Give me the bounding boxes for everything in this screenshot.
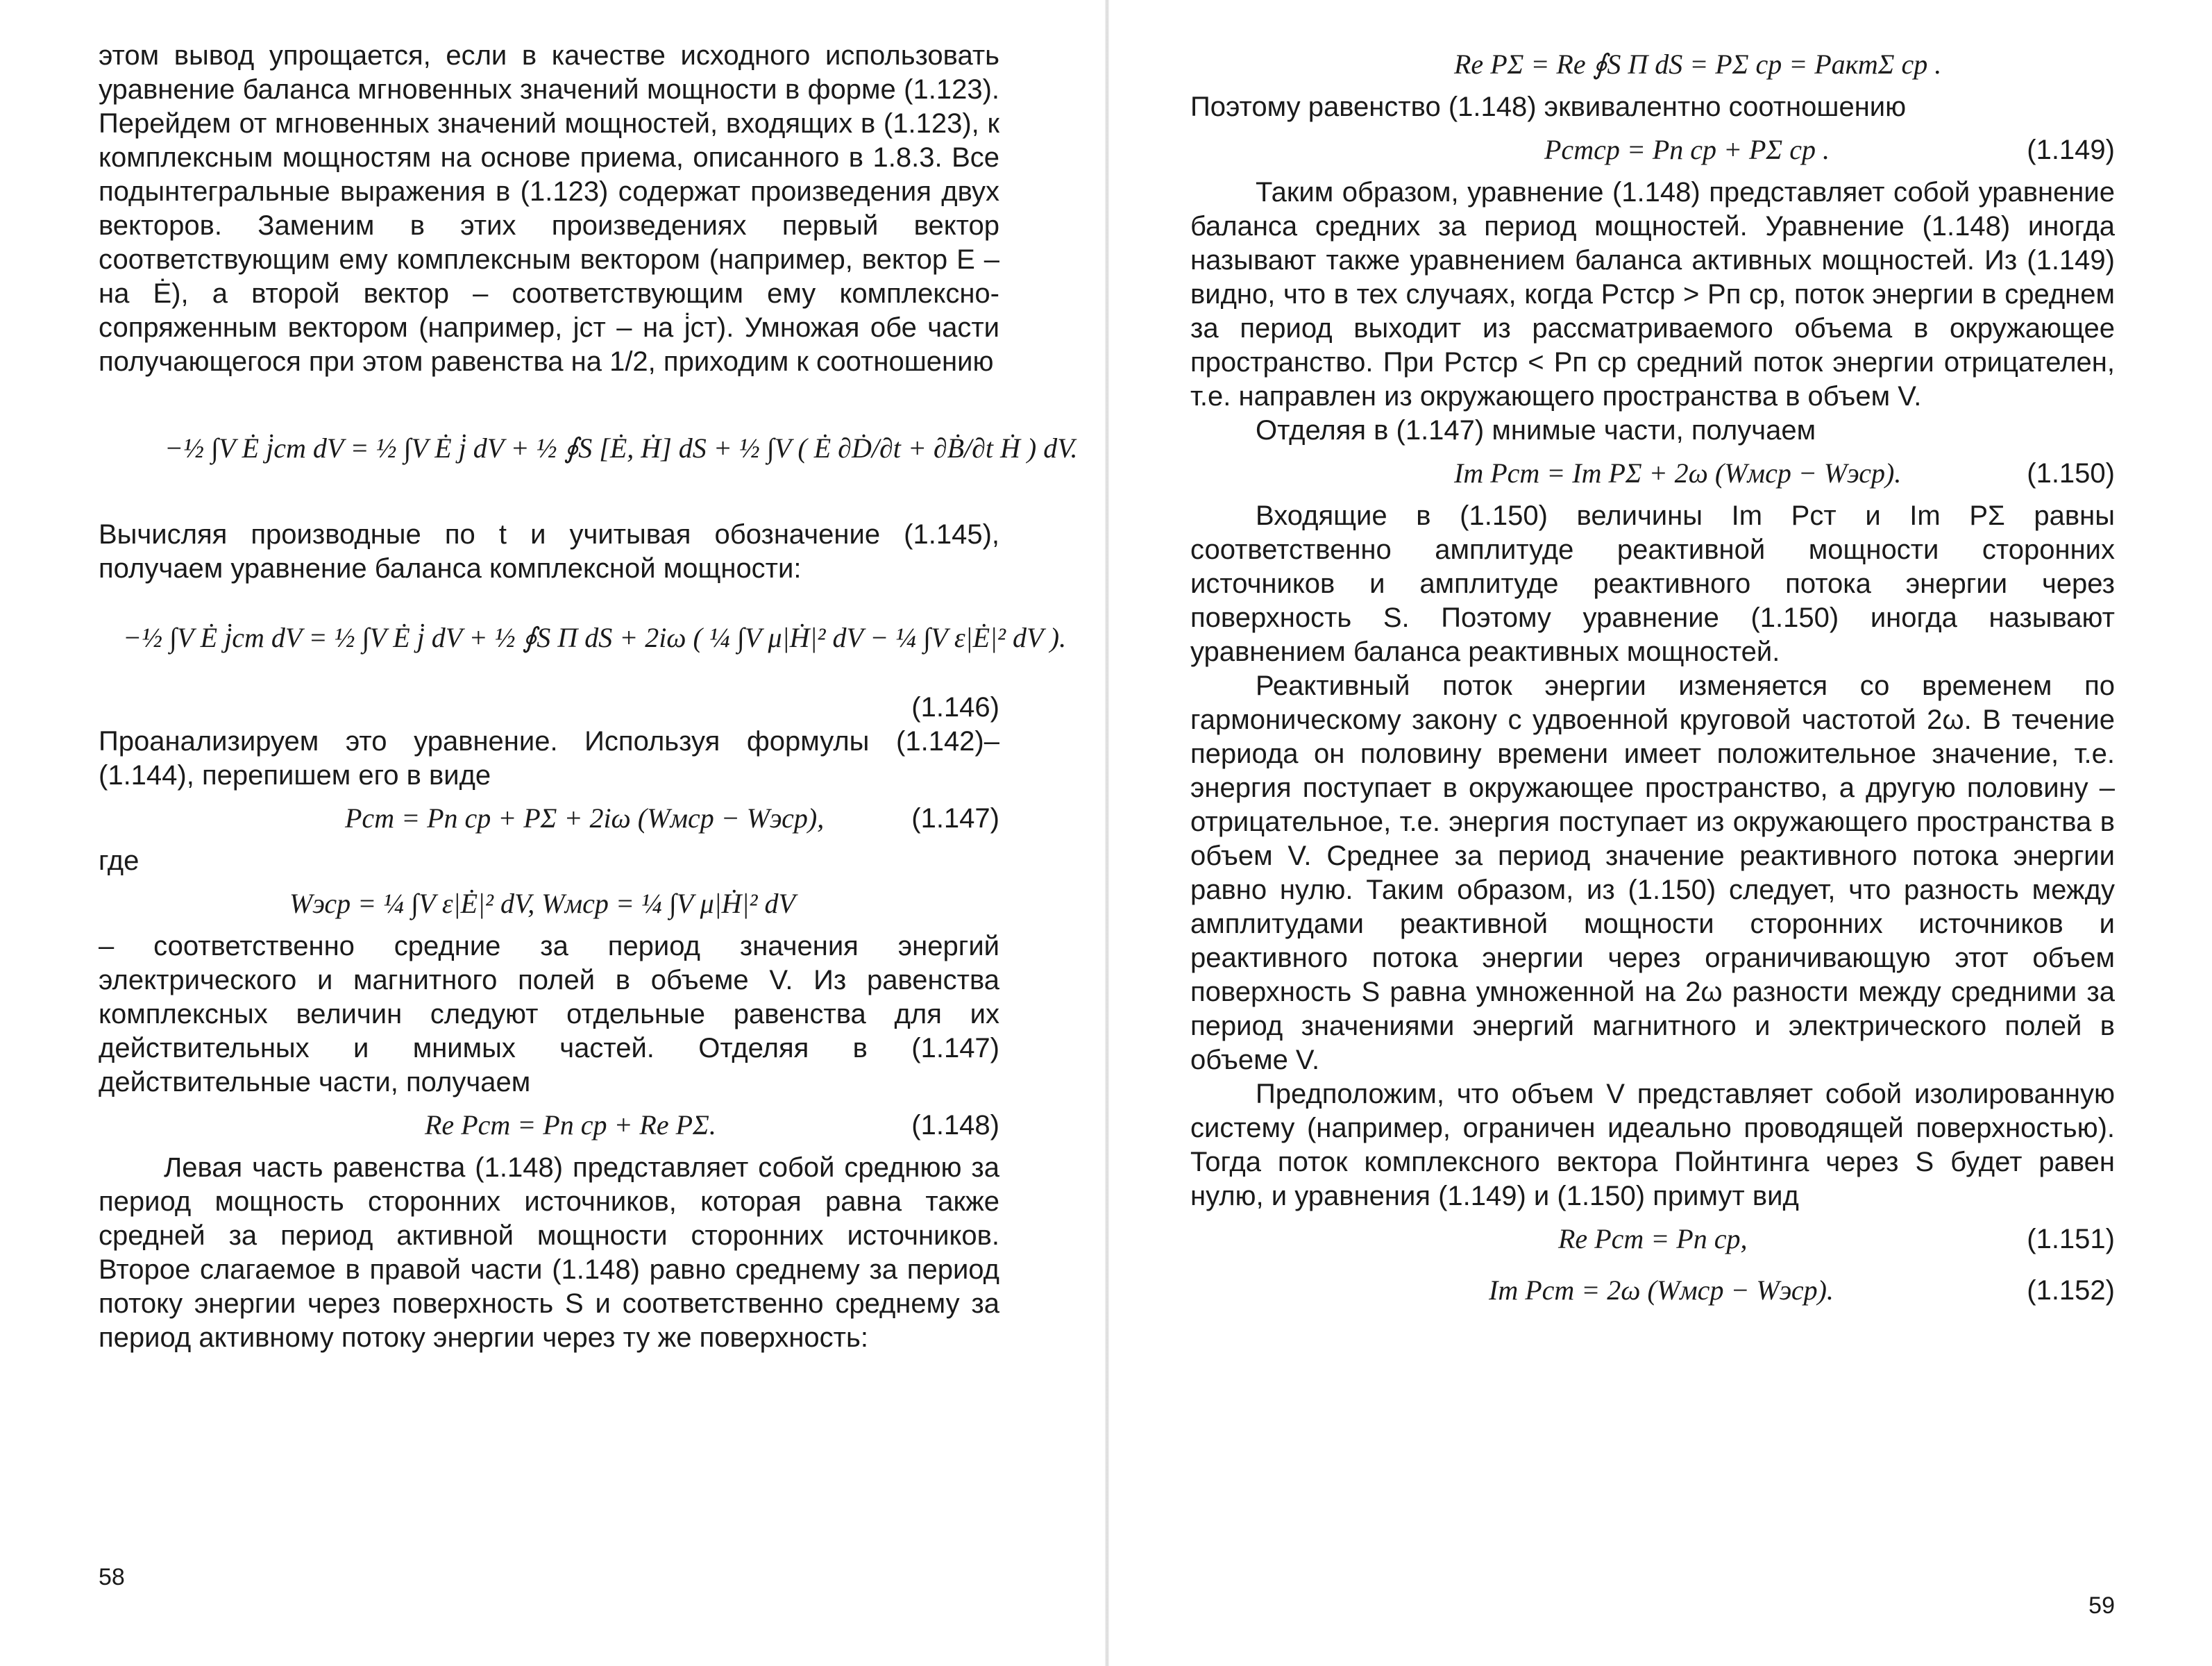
book-gutter <box>1105 0 1109 1666</box>
left-page <box>0 0 1104 1666</box>
equation-expression: Wэср = ¼ ∫V ε|Ė|² dV, Wмср = ¼ ∫V μ|Ḣ|² dV <box>289 888 795 919</box>
equation <box>99 878 999 929</box>
equation <box>99 379 1078 518</box>
equation-expression: −½ ∫V Ė j̇ст dV = ½ ∫V Ė j̇ dV + ½ ∮S Π dS + 2iω ( ¼ ∫V μ|Ḣ|² dV − ¼ ∫V ε|Ė|² dV ). <box>123 622 1067 653</box>
equation <box>1190 1265 2115 1316</box>
paragraph: Отделяя в (1.147) мнимые части, получаем <box>1256 415 1816 446</box>
equation-expression: Re Pст = Pп ср, <box>1558 1223 1748 1254</box>
paragraph: Входящие в (1.150) величины Im Pст и Im PΣ равны соответственно амплитуде реактивной мощности сторонних источников и амплитуде реактивного потока энергии через поверхность S. Поэтому уравнение (1.150) иногда называют уравнением баланса реактивных мощностей. <box>1190 500 2115 667</box>
paragraph: Таким образом, уравнение (1.148) представляет собой уравнение баланса средних за период мощностей. Уравнение (1.148) иногда называют также уравнением баланса активных мощностей. Из (1.149) видно, что в тех случаях, когда Pстср > Pп ср, поток энергии в среднем за период выходит из рассматриваемого объема в окружающее пространство. При Pстср < Pп ср средний поток энергии отрицателен, т.е. направлен из окружающего пространства в объем V. <box>1190 177 2115 412</box>
equation-number: (1.146) <box>911 692 999 723</box>
paragraph: этом вывод упрощается, если в качестве исходного использовать уравнение баланса мгновенных значений мощности в форме (1.123). Перейдем от мгновенных значений мощностей, входящих в (1.123), к комплексным мощностям на основе приема, описанного в 1.8.3. Все подынтегральные выражения в (1.123) содержат произведения двух векторов. Заменим в этих произведениях первый вектор соответствующим ему комплексным вектором (например, вектор E – на Ė), а второй вектор – соответствующим ему комплексно-сопряженным вектором (например, jст – на j̇ст). Умножая обе части получающегося при этом равенства на 1/2, приходим к соотношению <box>99 40 999 377</box>
equation-expression: Pстср = Pп ср + PΣ ср . <box>1544 134 1830 165</box>
paragraph: Левая часть равенства (1.148) представляет собой среднюю за период мощность сторонних источников, которая равна также средней за период активной мощности сторонних источников. Второе слагаемое в правой части (1.148) равно среднему за период потоку энергии через поверхность S и соответственно среднему за период активному потоку энергии через ту же поверхность: <box>99 1152 999 1353</box>
equation-number: (1.149) <box>2027 135 2115 165</box>
equation-number: (1.147) <box>911 803 999 834</box>
equation-number: (1.151) <box>2027 1224 2115 1254</box>
equation-expression: Re PΣ = Re ∮S Π dS = PΣ ср = PактΣ ср . <box>1454 49 1942 80</box>
paragraph: Поэтому равенство (1.148) эквивалентно соотношению <box>1190 92 1907 122</box>
paragraph: Реактивный поток энергии изменяется со временем по гармоническому закону с удвоенной круговой частотой 2ω. В течение периода он половину времени имеет положительное значение, т.е. энергия поступает в окружающее пространство, а другую половину – отрицательное, т.е. энергия поступает из окружающего пространства в объем V. Среднее за период значение реактивного потока энергии равно нулю. Таким образом, из (1.150) следует, что разность между амплитудами реактивной мощности сторонних источников и реактивного потока энергии через ограничивающую этот объем поверхность S равна умноженной на 2ω разности между средними за период значениями энергий магнитного и электрического полей в объеме V. <box>1190 671 2115 1075</box>
equation-number: (1.152) <box>2027 1275 2115 1306</box>
paragraph: где <box>99 845 140 876</box>
equation-expression: Pст = Pп ср + PΣ + 2iω (Wмср − Wэср), <box>345 802 825 834</box>
paragraph: Предположим, что объем V представляет собой изолированную систему (например, ограничен идеально проводящей поверхностью). Тогда поток комплексного вектора Пойнтинга через S будет равен нулю, и уравнения (1.149) и (1.150) примут вид <box>1190 1079 2115 1211</box>
equation <box>99 1100 999 1151</box>
paragraph: Проанализируем это уравнение. Используя формулы (1.142)–(1.144), перепишем его в виде <box>99 726 999 791</box>
page-number: 59 <box>2088 1592 2115 1619</box>
equation-expression: Re Pст = Pп ср + Re PΣ. <box>425 1109 716 1141</box>
equation <box>1190 39 2115 90</box>
equation <box>1190 124 2115 176</box>
paragraph: – соответственно средние за период значения энергий электрического и магнитного полей в объеме V. Из равенства комплексных величин следуют отдельные равенства для их действительных и мнимых частей. Отделяя в (1.147) действительные части, получаем <box>99 931 999 1097</box>
paragraph: Вычисляя производные по t и учитывая обозначение (1.145), получаем уравнение баланса комплексной мощности: <box>99 519 999 584</box>
equation-expression: Im Pст = 2ω (Wмср − Wэср). <box>1489 1274 1834 1306</box>
equation-expression: −½ ∫V Ė j̇ст dV = ½ ∫V Ė j̇ dV + ½ ∮S [Ė, Ḣ] dS + ½ ∫V ( Ė ∂Ḋ/∂t + ∂Ḃ/∂t Ḣ ) dV. <box>164 432 1078 464</box>
page-number: 58 <box>99 1564 125 1590</box>
right-page <box>1111 0 2212 1666</box>
equation-number: (1.148) <box>911 1110 999 1141</box>
equation-number: (1.150) <box>2027 458 2115 489</box>
equation <box>99 793 999 844</box>
equation <box>1190 448 2115 499</box>
equation <box>99 586 1067 690</box>
equation-expression: Im Pст = Im PΣ + 2ω (Wмср − Wэср). <box>1454 457 1902 489</box>
equation <box>1190 1213 2115 1265</box>
